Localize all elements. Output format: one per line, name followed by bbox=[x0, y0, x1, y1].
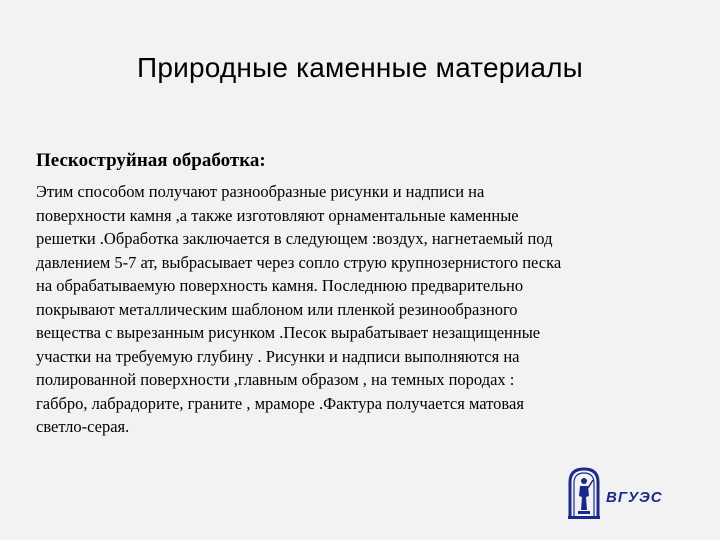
body-line: поверхности камня ,а также изготовляют орнаментальные каменные bbox=[36, 205, 519, 225]
logo-text: ВГУЭС bbox=[606, 489, 663, 506]
body-paragraph bbox=[36, 180, 696, 439]
body-line: на обрабатываемую поверхность камня. Последнюю предварительно bbox=[36, 276, 524, 295]
emblem-icon bbox=[566, 466, 602, 520]
body-line: габбро, лабрадорите, граните , мраморе .Фактура получается матовая bbox=[36, 393, 524, 413]
slide-title: Природные каменные материалы bbox=[137, 52, 583, 83]
body-line: полированной поверхности ,главным образом , на темных породах : bbox=[36, 370, 515, 389]
body-line: Этим способом получают разнообразные рисунки и надписи на bbox=[36, 182, 485, 201]
body-line: покрывают металлическим шаблоном или пленкой резинообразного bbox=[36, 299, 518, 319]
body-line: решетки .Обработка заключается в следующем :воздух, нагнетаемый под bbox=[36, 229, 553, 248]
section-heading: Пескоструйная обработка: bbox=[36, 150, 266, 171]
university-logo bbox=[566, 466, 686, 520]
body-line: давлением 5-7 ат, выбрасывает через сопло струю крупнозернистого песка bbox=[36, 252, 562, 272]
body-line: вещества с вырезанным рисунком .Песок вырабатывает незащищенные bbox=[36, 323, 541, 342]
body-line: светло-серая. bbox=[36, 417, 130, 436]
body-line: участки на требуемую глубину . Рисунки и надписи выполняются на bbox=[36, 346, 520, 366]
